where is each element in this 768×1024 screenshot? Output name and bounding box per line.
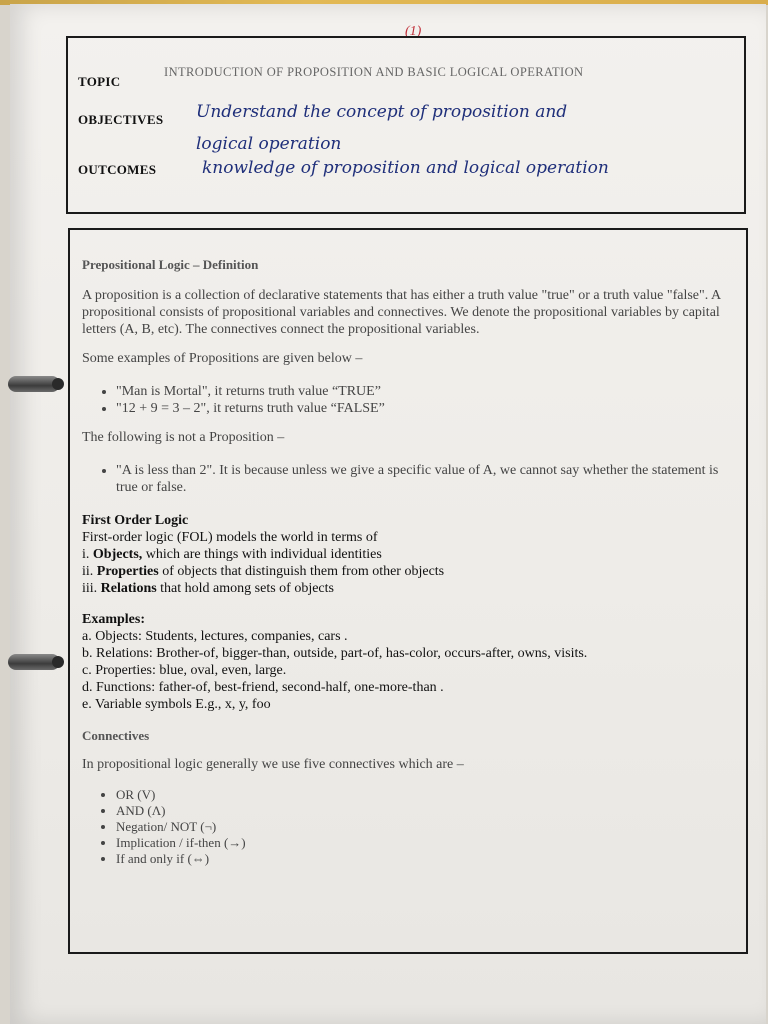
- fol-item: [82, 580, 732, 597]
- fol-item-term: Objects,: [92, 547, 143, 562]
- content-box: [68, 228, 748, 954]
- list-item: • OR (V): [116, 787, 732, 803]
- page-number: (1): [405, 24, 422, 39]
- fol-item-prefix: i.: [82, 547, 93, 562]
- fol-item-rest: of objects that distinguish them from other objects: [158, 564, 445, 579]
- binder-hole-bottom: [52, 656, 64, 668]
- list-item: • AND (Λ): [116, 803, 732, 819]
- fol-heading: First Order Logic: [82, 513, 189, 528]
- header-box: [66, 36, 746, 214]
- binder-hole-top: [52, 378, 64, 390]
- objectives-handwriting-line-1: Understand the concept of proposition and: [196, 102, 568, 122]
- list-item: • Negation/ NOT (¬): [116, 819, 732, 835]
- fol-item-term: Properties: [96, 564, 159, 579]
- fol-item-prefix: ii.: [82, 564, 97, 579]
- connectives-intro: In propositional logic generally we use five connectives which are –: [82, 757, 464, 772]
- first-order-logic-section: [82, 512, 732, 713]
- fol-item-rest: that hold among sets of objects: [156, 581, 334, 596]
- objectives-label: OBJECTIVES: [78, 112, 164, 127]
- not-proposition-list: [82, 462, 732, 496]
- fol-item-term: Relations: [100, 581, 157, 596]
- examples-heading: Examples:: [82, 612, 145, 627]
- list-item: • Implication / if-then (→): [116, 835, 732, 851]
- example-line: b. Relations: Brother-of, bigger-than, outside, part-of, has-color, occurs-after, owns, visits.: [82, 646, 588, 661]
- connectives-heading: Connectives: [82, 728, 150, 743]
- definition-paragraph: A proposition is a collection of declarative statements that has either a truth value "true" or a truth value "false". A propositional consists of propositional variables and connectives. We denote the propositional variables by capital letters (A, B, etc). The connectives connect the propositional variables.: [82, 288, 721, 337]
- content-body: [82, 256, 732, 879]
- example-line: c. Properties: blue, oval, even, large.: [82, 663, 287, 678]
- example-line: a. Objects: Students, lectures, companies, cars .: [82, 629, 348, 644]
- list-item: • If and only if (⇔): [116, 851, 732, 867]
- section-heading-propositional-logic: Prepositional Logic – Definition: [82, 257, 259, 272]
- fol-intro: First-order logic (FOL) models the world in terms of: [82, 530, 378, 545]
- examples-intro: Some examples of Propositions are given below –: [82, 351, 363, 366]
- not-proposition-intro: The following is not a Proposition –: [82, 430, 285, 445]
- topic-text: INTRODUCTION OF PROPOSITION AND BASIC LOGICAL OPERATION: [164, 65, 584, 79]
- outcomes-handwriting: knowledge of proposition and logical operation: [202, 158, 609, 178]
- topic-label: TOPIC: [78, 74, 121, 89]
- fol-item-prefix: iii.: [82, 581, 101, 596]
- example-line: d. Functions: father-of, best-friend, second-half, one-more-than .: [82, 680, 444, 695]
- proposition-examples-list: [82, 383, 732, 417]
- fol-item: [82, 563, 732, 580]
- example-line: e. Variable symbols E.g., x, y, foo: [82, 697, 271, 712]
- fol-item: [82, 546, 732, 563]
- objectives-handwriting-line-2: logical operation: [196, 134, 342, 154]
- fol-item-rest: which are things with individual identities: [142, 547, 382, 562]
- list-item: • "A is less than 2". It is because unless we give a specific value of A, we cannot say whether the statement is true or false.: [116, 462, 732, 496]
- outcomes-label: OUTCOMES: [78, 162, 157, 177]
- connectives-list: [82, 787, 732, 867]
- list-item: • "12 + 9 = 3 – 2", it returns truth value “FALSE”: [116, 400, 732, 417]
- list-item: • "Man is Mortal", it returns truth value “TRUE”: [116, 383, 732, 400]
